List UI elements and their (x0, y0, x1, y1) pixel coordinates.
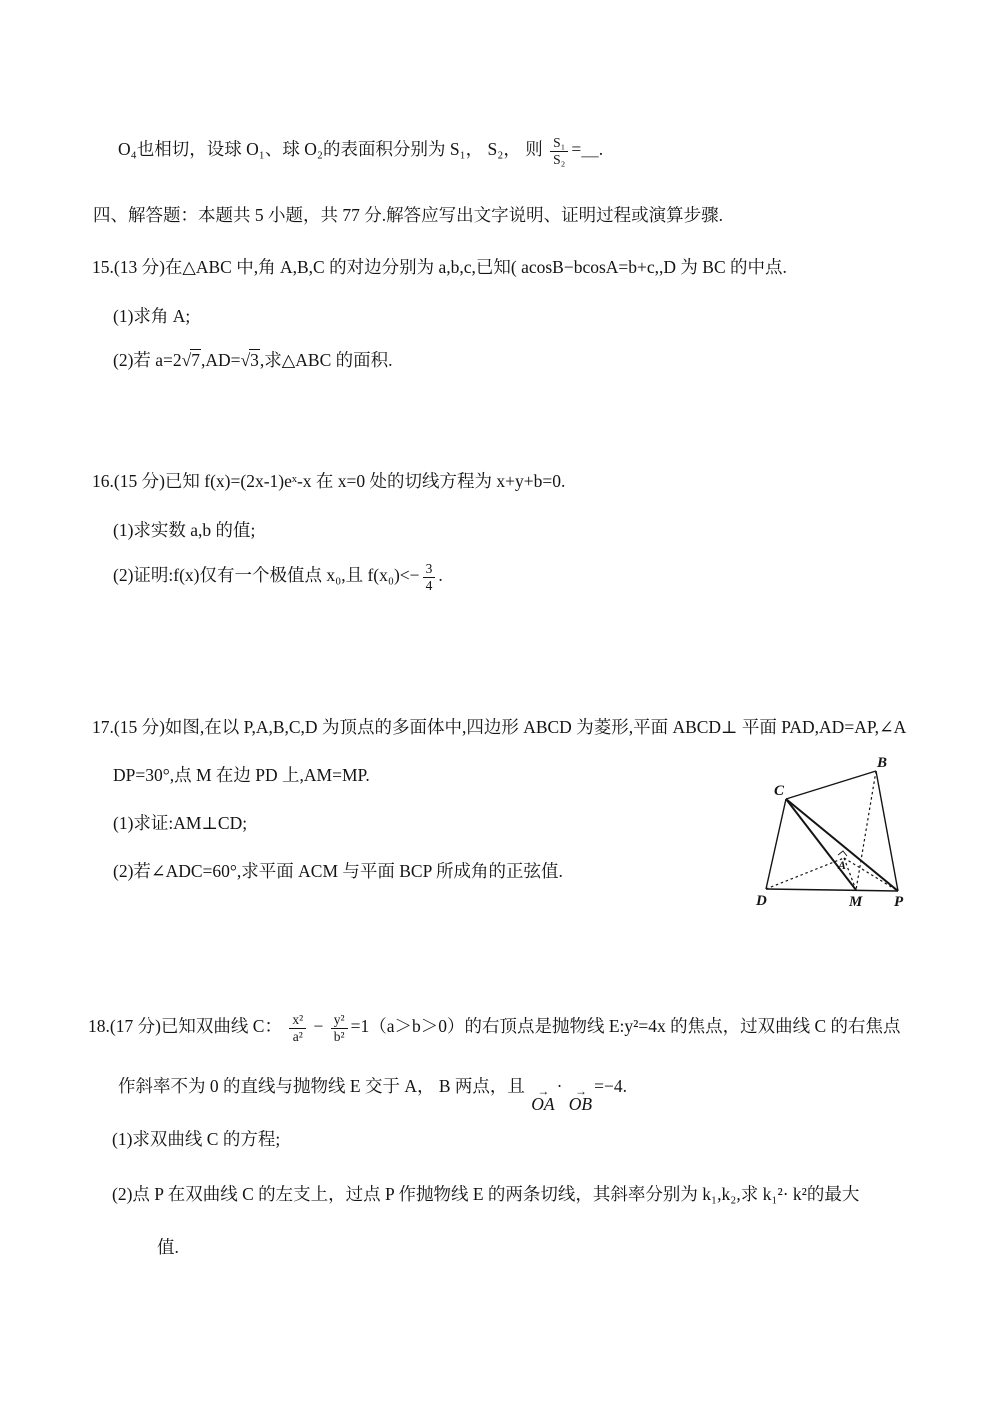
q17-part2: (2)若∠ADC=60°,求平面 ACM 与平面 BCP 所成角的正弦值. (113, 861, 563, 881)
q18-stem-text-b: − (309, 1016, 328, 1037)
q18-stem-text-c: =1（a＞b＞0）的右顶点是抛物线 E:y²=4x 的焦点，过双曲线 C 的右焦点 (350, 1016, 901, 1037)
q17-stem-line2: DP=30°,点 M 在边 PD 上,AM=MP. (113, 765, 370, 785)
fraction-numerator: y² (331, 1013, 348, 1029)
fraction-numerator: 3 (423, 562, 436, 578)
radicand: 7 (191, 350, 201, 370)
q18-stem (88, 1013, 901, 1043)
q15-part2-text-b: ,AD= (201, 350, 241, 370)
vertex-label-D: D (756, 893, 767, 908)
vector-OA (531, 1084, 555, 1114)
vertex-label-B: B (877, 755, 888, 771)
section-header: 四、解答题：本题共 5 小题，共 77 分.解答应写出文字说明、证明过程或演算步骤. (93, 205, 723, 225)
q15-part2 (113, 350, 393, 372)
edge-CD (766, 799, 786, 889)
q16-part2 (113, 562, 443, 592)
q18-line2 (118, 1076, 627, 1114)
vector-arrow-icon: → (537, 1084, 549, 1098)
vertex-label-P: P (894, 894, 904, 908)
vertex-label-A: A (838, 858, 847, 872)
polyhedron-diagram (748, 753, 930, 908)
q16-part1: (1)求实数 a,b 的值; (113, 520, 256, 540)
q15-part2-text-c: ,求△ABC 的面积. (259, 350, 393, 370)
fraction-y2-b2 (331, 1013, 348, 1043)
edge-CP (786, 799, 898, 891)
q14-tail-line (118, 136, 603, 166)
radical-sign-icon: √ (181, 350, 192, 370)
radical-sign-icon: √ (240, 350, 251, 370)
sqrt-7 (182, 350, 201, 370)
fraction-denominator: b² (333, 1028, 345, 1044)
q17-part1: (1)求证:AM⊥CD; (113, 813, 248, 833)
q18-part2-tail: 值. (157, 1237, 179, 1257)
fraction-s1-s2 (550, 136, 568, 166)
vertex-label-C: C (774, 783, 785, 799)
hidden-edge-BM (856, 771, 876, 890)
q15-part1: (1)求角 A; (113, 306, 191, 326)
q14-text-after: =＿. (571, 139, 604, 160)
q18-line2-text-c: =−4. (594, 1076, 627, 1096)
vector-base: OA (531, 1094, 555, 1114)
edge-CB (786, 771, 876, 799)
fraction-numerator: S₁ (550, 136, 568, 152)
fraction-3-4 (423, 562, 436, 592)
q15-stem: 15.(13 分)在△ABC 中,角 A,B,C 的对边分别为 a,b,c,已知( acosB−bcosA=b+c,,D 为 BC 的中点. (92, 257, 787, 277)
q18-part1: (1)求双曲线 C 的方程; (112, 1129, 281, 1149)
q18-part2: (2)点 P 在双曲线 C 的左支上，过点 P 作抛物线 E 的两条切线，其斜率分别为 k₁,k₂,求 k₁²· k²的最大 (112, 1184, 860, 1204)
vector-OB (568, 1084, 593, 1114)
q18-line2-text-a: 作斜率不为 0 的直线与抛物线 E 交于 A， B 两点，且 (118, 1076, 530, 1096)
q18-line2-text-b: · (556, 1076, 567, 1096)
fraction-denominator: a² (292, 1028, 303, 1044)
vertex-label-M: M (849, 894, 863, 908)
fraction-denominator: 4 (425, 577, 433, 593)
fraction-denominator: S₂ (553, 151, 566, 167)
q16-part2-text-a: (2)证明:f(x)仅有一个极值点 x₀,且 f(x₀)<− (113, 565, 420, 586)
q18-stem-text-a: 18.(17 分)已知双曲线 C： (88, 1016, 287, 1037)
edge-DP (766, 889, 898, 891)
hidden-edge-DA (766, 858, 847, 889)
q17-stem-line1: 17.(15 分)如图,在以 P,A,B,C,D 为顶点的多面体中,四边形 ABCD 为菱形,平面 ABCD⊥ 平面 PAD,AD=AP,∠A (92, 717, 907, 737)
q14-text-before: O₄也相切，设球 O₁、球 O₂的表面积分别为 S₁， S₂， 则 (118, 139, 548, 160)
edge-BP (876, 771, 898, 891)
fraction-numerator: x² (289, 1013, 306, 1029)
vector-base: OB (568, 1094, 593, 1114)
radicand: 3 (250, 350, 259, 370)
q16-part2-text-b: . (438, 565, 443, 586)
vector-arrow-icon: → (574, 1084, 586, 1098)
q15-part2-text-a: (2)若 a=2 (113, 350, 182, 370)
sqrt-3 (241, 350, 260, 370)
q16-stem: 16.(15 分)已知 f(x)=(2x-1)eˣ-x 在 x=0 处的切线方程为 x+y+b=0. (92, 471, 566, 491)
q17-geometry-figure (748, 753, 930, 908)
fraction-x2-a2 (289, 1013, 306, 1043)
right-angle-mark (838, 851, 847, 856)
